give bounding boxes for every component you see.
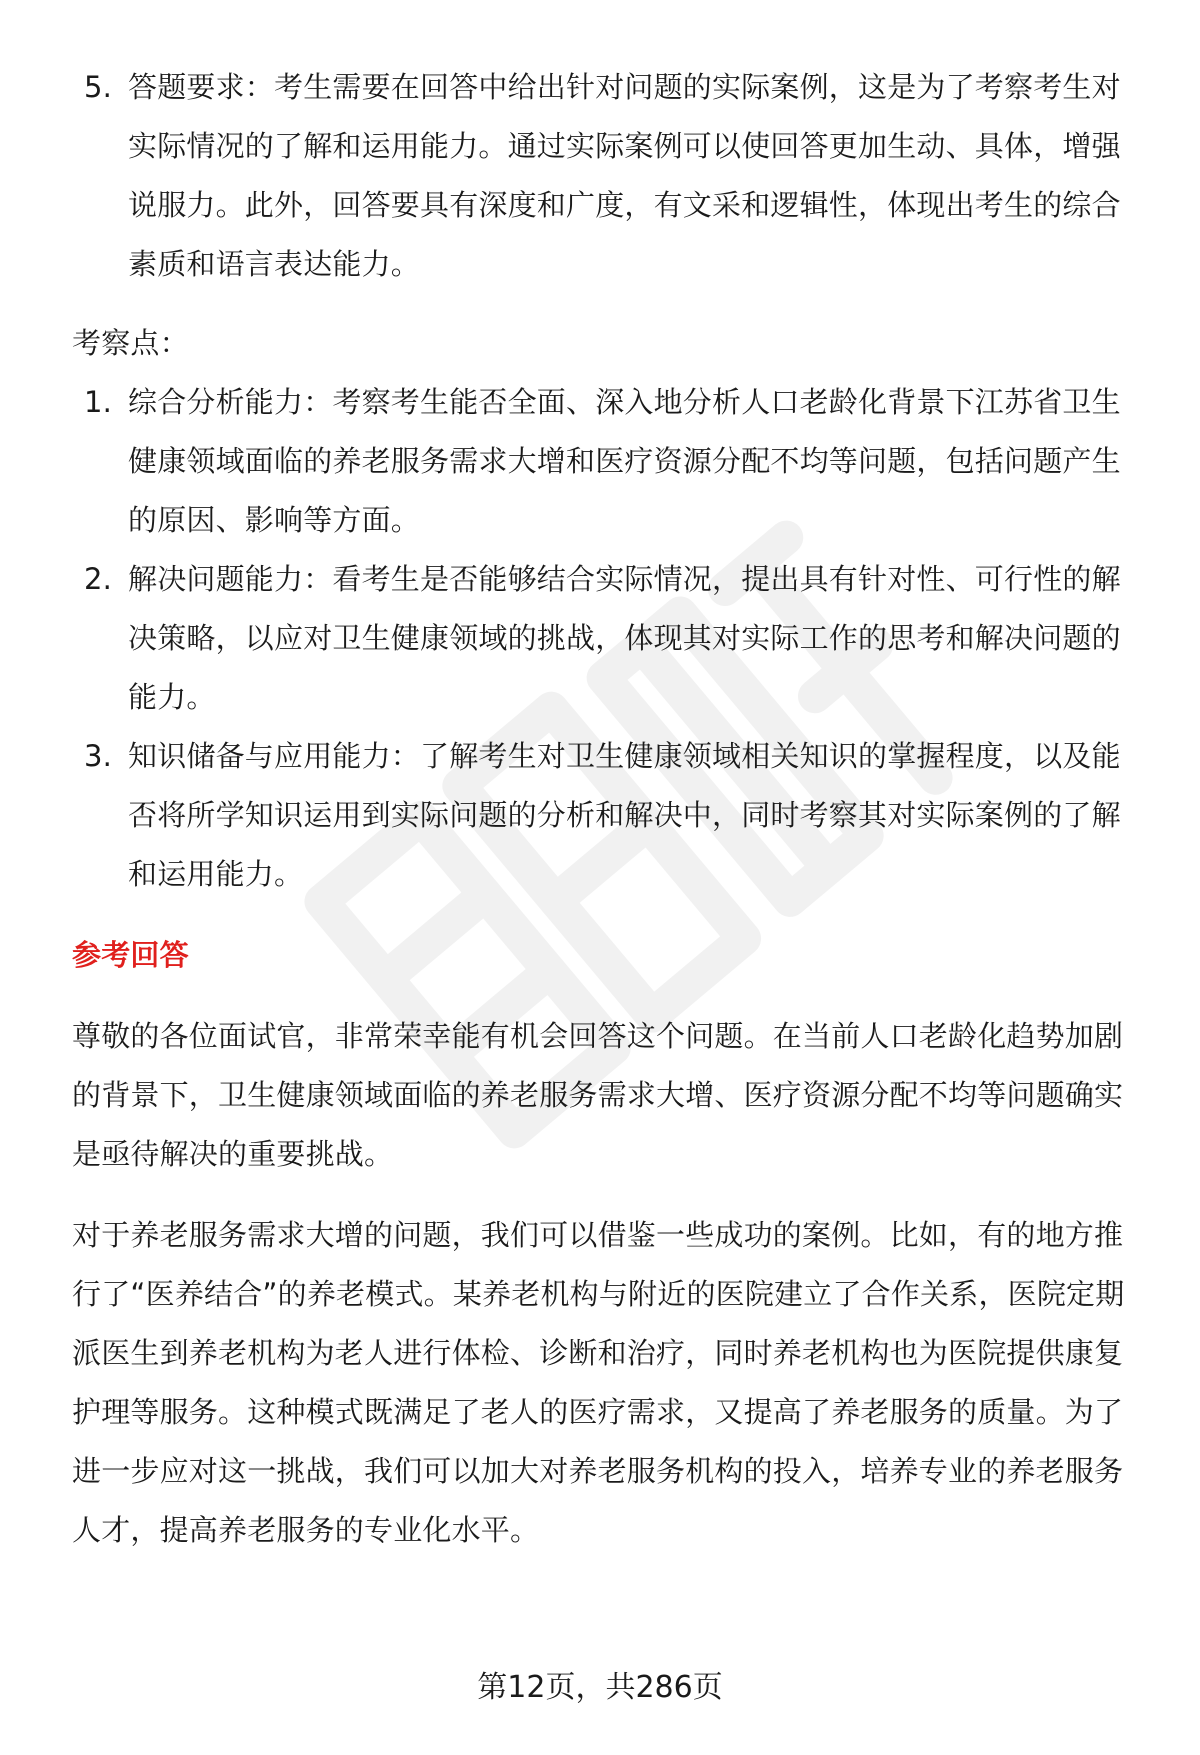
list-item-text: 答题要求：考生需要在回答中给出针对问题的实际案例，这是为了考察考生对实际情况的了解和运用能力。通过实际案例可以使回答更加生动、具体，增强说服力。此外，回答要具有深度和广度，有文采和逻辑性，体现出考生的综合素质和语言表达能力。 [128,70,1121,281]
list-item-text: 解决问题能力：看考生是否能够结合实际情况，提出具有针对性、可行性的解决策略，以应对卫生健康领域的挑战，体现其对实际工作的思考和解决问题的能力。 [128,562,1121,714]
list-item [72,58,1142,294]
requirements-list [72,58,1142,294]
list-number: 1. [84,385,113,419]
list-item [72,727,1142,904]
document-page [72,58,1142,1560]
section-label: 考察点： [72,326,189,360]
list-item-text: 知识储备与应用能力：了解考生对卫生健康领域相关知识的掌握程度，以及能否将所学知识运用到实际问题的分析和解决中，同时考察其对实际案例的了解和运用能力。 [128,739,1121,891]
list-number: 2. [84,562,113,596]
list-item-text: 综合分析能力：考察考生能否全面、深入地分析人口老龄化背景下江苏省卫生健康领域面临的养老服务需求大增和医疗资源分配不均等问题，包括问题产生的原因、影响等方面。 [128,385,1121,537]
assessment-points-list [72,373,1142,904]
list-number: 3. [84,739,113,773]
reference-answer-heading: 参考回答 [72,938,189,972]
list-item [72,550,1142,727]
list-number: 5. [84,70,113,104]
page-footer: 第12页，共286页 [477,1670,723,1705]
list-item [72,373,1142,550]
answer-paragraph: 对于养老服务需求大增的问题，我们可以借鉴一些成功的案例。比如，有的地方推行了“医养结合”的养老模式。某养老机构与附近的医院建立了合作关系，医院定期派医生到养老机构为老人进行体检、诊断和治疗，同时养老机构也为医院提供康复护理等服务。这种模式既满足了老人的医疗需求，又提高了养老服务的质量。为了进一步应对这一挑战，我们可以加大对养老服务机构的投入，培养专业的养老服务人才，提高养老服务的专业化水平。 [72,1218,1125,1547]
answer-paragraph: 尊敬的各位面试官，非常荣幸能有机会回答这个问题。在当前人口老龄化趋势加剧的背景下，卫生健康领域面临的养老服务需求大增、医疗资源分配不均等问题确实是亟待解决的重要挑战。 [72,1019,1124,1171]
